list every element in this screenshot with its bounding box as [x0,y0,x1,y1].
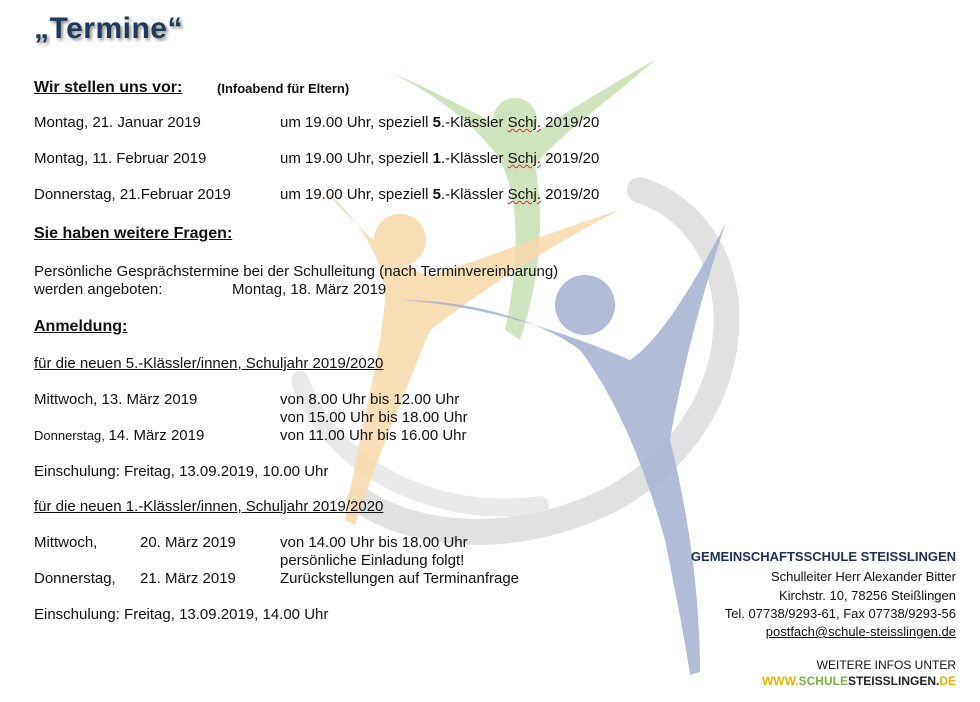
info-row-3-time: um 19.00 Uhr, speziell [280,186,433,203]
phone-fax: Tel. 07738/9293-61, Fax 07738/9293-56 [724,606,956,621]
section-heading-anmeldung: Anmeldung: [34,318,128,335]
anmeldung5-row3-time: von 11.00 Uhr bis 16.00 Uhr [280,427,467,444]
info-row-2-grade: 1 [432,150,441,167]
info-row-3-detail [280,186,599,204]
info-row-2-date: Montag, 11. Februar 2019 [34,150,207,167]
info-row-2-detail [280,150,599,168]
website-link[interactable] [762,674,956,688]
info-row-2-schj: Schj. [507,150,541,167]
info-row-3-year: 2019/20 [540,186,600,203]
info-row-3-date: Donnerstag, 21.Februar 2019 [34,186,231,203]
anmeldung5-row3-day: Donnerstag, [34,428,109,443]
info-row-1-schj: Schj. [507,114,541,131]
anmeldung1-row1-day: Mittwoch, [34,534,98,551]
website-www: WWW. [761,674,799,688]
info-row-1-grade: 5 [432,114,441,131]
info-row-1-time: um 19.00 Uhr, speziell [280,114,433,131]
anmeldung1-row1-time: von 14.00 Uhr bis 18.00 Uhr [280,534,468,551]
more-info-label: WEITERE INFOS UNTER [816,658,956,672]
anmeldung5-row3-date [34,427,204,445]
angeboten-label: werden angeboten: [34,281,163,298]
anmeldung5-row3-date-rest: 14. März 2019 [108,427,205,444]
school-name: GEMEINSCHAFTSSCHULE STEISSLINGEN [690,549,956,564]
info-row-1-year: 2019/20 [540,114,600,131]
address: Kirchstr. 10, 78256 Steißlingen [778,588,956,603]
subheading-5-klaessler: für die neuen 5.-Klässler/innen, Schuljahr 2019/2020 [34,355,384,372]
anmeldung1-row2-day: Donnerstag, [34,570,116,587]
website-schule: SCHULE [798,674,848,688]
info-row-2-time: um 19.00 Uhr, speziell [280,150,433,167]
anmeldung1-row1-note: persönliche Einladung folgt! [280,552,465,569]
info-row-1-suffix: .-Klässler [440,114,508,131]
info-row-3-suffix: .-Klässler [440,186,508,203]
anmeldung1-row1-date: 20. März 2019 [140,534,236,551]
info-row-3-schj: Schj. [507,186,541,203]
gespraech-line: Persönliche Gesprächstermine bei der Schulleitung (nach Terminvereinbarung) [34,263,559,280]
subheading-1-klaessler: für die neuen 1.-Klässler/innen, Schuljahr 2019/2020 [34,498,384,515]
anmeldung1-row2-date: 21. März 2019 [140,570,236,587]
principal: Schulleiter Herr Alexander Bitter [771,569,956,584]
section-heading-vorstellung: Wir stellen uns vor: [34,79,183,96]
info-row-3-grade: 5 [432,186,441,203]
website-steisslingen: STEISSLINGEN. [847,674,940,688]
info-row-1-date: Montag, 21. Januar 2019 [34,114,201,131]
einschulung-1: Einschulung: Freitag, 13.09.2019, 14.00 Uhr [34,606,329,623]
einschulung-5: Einschulung: Freitag, 13.09.2019, 10.00 Uhr [34,463,329,480]
website-de: DE [939,674,956,688]
section-heading-fragen: Sie haben weitere Fragen: [34,225,233,242]
info-row-2-year: 2019/20 [540,150,600,167]
page-title: „Termine“ [34,12,183,45]
anmeldung1-row2-note: Zurückstellungen auf Terminanfrage [280,570,520,587]
anmeldung5-row1-time: von 8.00 Uhr bis 12.00 Uhr [280,391,460,408]
info-row-2-suffix: .-Klässler [440,150,508,167]
email-link[interactable]: postfach@schule-steisslingen.de [765,624,956,639]
anmeldung5-row1-date: Mittwoch, 13. März 2019 [34,391,198,408]
anmeldung5-row2-time: von 15.00 Uhr bis 18.00 Uhr [280,409,468,426]
angeboten-date: Montag, 18. März 2019 [232,281,387,298]
info-row-1-detail [280,114,599,132]
infoabend-note: (Infoabend für Eltern) [217,81,350,96]
